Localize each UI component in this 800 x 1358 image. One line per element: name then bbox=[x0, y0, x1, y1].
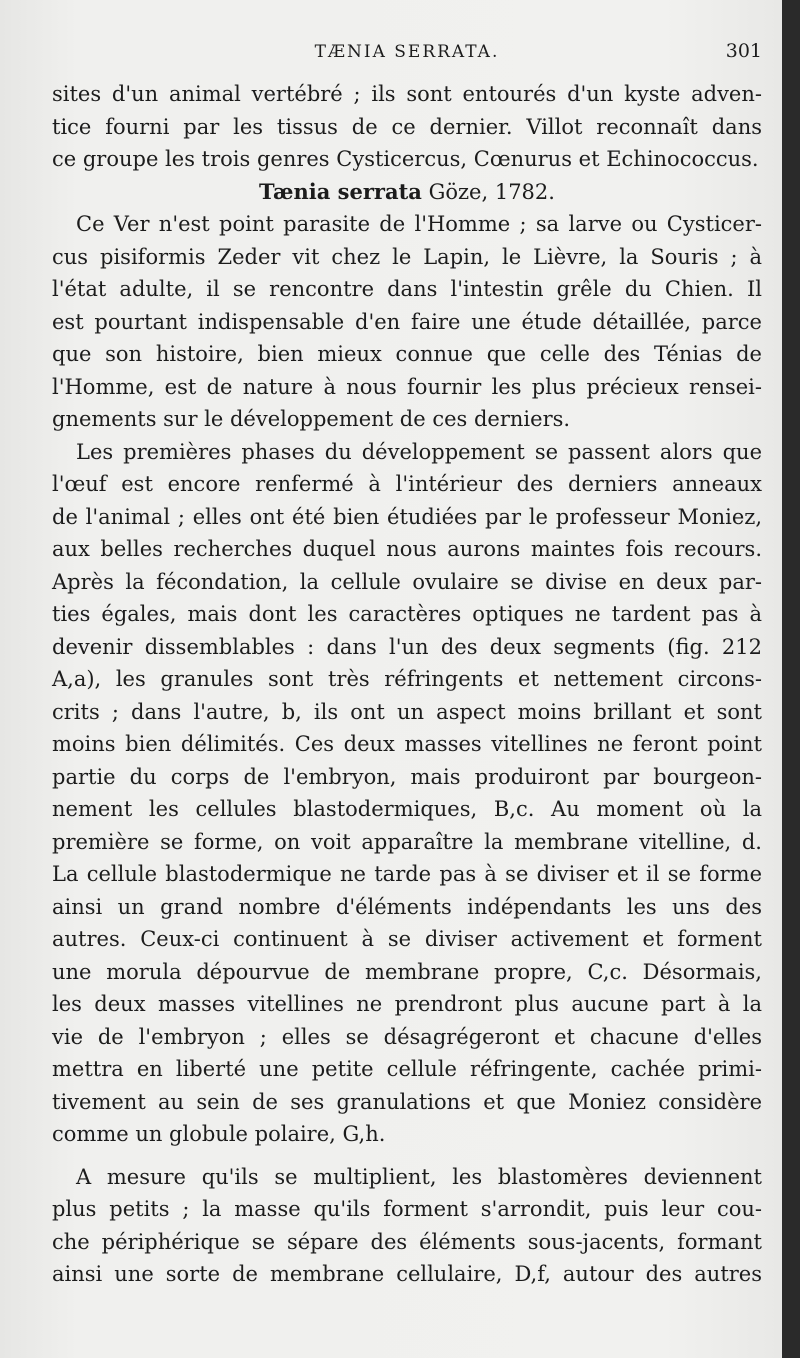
text-line: autres. Ceux-ci continuent à se diviser activement et forment bbox=[52, 927, 762, 951]
text-line: tice fourni par les tissus de ce dernier. Villot reconnaît dans bbox=[52, 114, 762, 139]
text-line: une morula dépourvue de membrane propre, C,c. Désormais, bbox=[52, 959, 762, 984]
text-line: vie de l'embryon ; elles se désagrégeront et chacune d'elles bbox=[52, 1024, 762, 1049]
species-author: Göze, 1782. bbox=[428, 179, 555, 204]
text-line: Les premières phases du développement se passent alors que bbox=[76, 439, 762, 464]
text-line: cus pisiformis Zeder vit chez le Lapin, le Lièvre, la Souris ; à bbox=[52, 244, 762, 269]
text-line: l'Homme, est de nature à nous fournir les plus précieux rensei- bbox=[52, 374, 762, 399]
paragraph-gap bbox=[52, 1151, 762, 1161]
section-heading bbox=[52, 176, 762, 209]
text-line: ainsi un grand nombre d'éléments indépendants les uns des bbox=[52, 894, 762, 919]
text-line: A,a), les granules sont très réfringents et nettement circons- bbox=[52, 667, 762, 691]
text-line: l'état adulte, il se rencontre dans l'intestin grêle du Chien. Il bbox=[52, 277, 762, 301]
page-number: 301 bbox=[725, 40, 762, 62]
text-line: mettra en liberté une petite cellule réfringente, cachée primi- bbox=[52, 1057, 762, 1081]
text-line: che périphérique se sépare des éléments sous-jacents, formant bbox=[52, 1229, 762, 1254]
text-line: les deux masses vitellines ne prendront plus aucune part à la bbox=[52, 992, 762, 1016]
text-line: Après la fécondation, la cellule ovulaire se divise en deux par- bbox=[52, 569, 762, 594]
text-line: A mesure qu'ils se multiplient, les blastomères deviennent bbox=[76, 1164, 762, 1189]
text-line: est pourtant indispensable d'en faire une étude détaillée, parce bbox=[52, 309, 762, 334]
page-header bbox=[52, 38, 762, 68]
text-line: de l'animal ; elles ont été bien étudiées par le professeur Moniez, bbox=[52, 504, 762, 529]
text-line: Ce Ver n'est point parasite de l'Homme ; sa larve ou Cysticer- bbox=[76, 212, 762, 236]
text-line: tivement au sein de ses granulations et que Moniez considère bbox=[52, 1089, 762, 1114]
text-line: ties égales, mais dont les caractères optiques ne tardent pas à bbox=[52, 602, 762, 626]
paragraph-description bbox=[52, 208, 762, 436]
paragraph-intro bbox=[52, 78, 762, 176]
text-line: partie du corps de l'embryon, mais produiront par bourgeon- bbox=[52, 764, 762, 789]
species-name: Tænia serrata bbox=[259, 178, 422, 204]
text-line: l'œuf est encore renfermé à l'intérieur des derniers anneaux bbox=[52, 472, 762, 496]
text-line: devenir dissemblables : dans l'un des deux segments (fig. 212 bbox=[52, 634, 762, 659]
text-line: moins bien délimités. Ces deux masses vitellines ne feront point bbox=[52, 732, 762, 756]
page-edge-shadow bbox=[782, 0, 800, 1358]
body-text bbox=[52, 78, 762, 1291]
text-line: que son histoire, bien mieux connue que celle des Ténias de bbox=[52, 342, 762, 366]
text-line: ce groupe les trois genres Cysticercus, Cœnurus et Echinococcus. bbox=[52, 147, 759, 171]
text-line: nement les cellules blastodermiques, B,c. Au moment où la bbox=[52, 797, 762, 821]
text-line: gnements sur le développement de ces derniers. bbox=[52, 407, 571, 431]
text-line: aux belles recherches duquel nous aurons maintes fois recours. bbox=[52, 537, 762, 561]
text-line: crits ; dans l'autre, b, ils ont un aspect moins brillant et sont bbox=[52, 699, 762, 724]
text-line: plus petits ; la masse qu'ils forment s'arrondit, puis leur cou- bbox=[52, 1197, 762, 1221]
text-line: ainsi une sorte de membrane cellulaire, D,f, autour des autres bbox=[52, 1262, 762, 1286]
text-line: sites d'un animal vertébré ; ils sont entourés d'un kyste adven- bbox=[52, 82, 762, 106]
text-line: comme un globule polaire, G,h. bbox=[52, 1122, 386, 1146]
paragraph-blastomeres bbox=[52, 1161, 762, 1291]
paragraph-development bbox=[52, 436, 762, 1151]
text-line: La cellule blastodermique ne tarde pas à se diviser et il se forme bbox=[52, 862, 762, 886]
text-line: première se forme, on voit apparaître la membrane vitelline, d. bbox=[52, 829, 762, 854]
running-title: TÆNIA SERRATA. bbox=[314, 42, 500, 62]
